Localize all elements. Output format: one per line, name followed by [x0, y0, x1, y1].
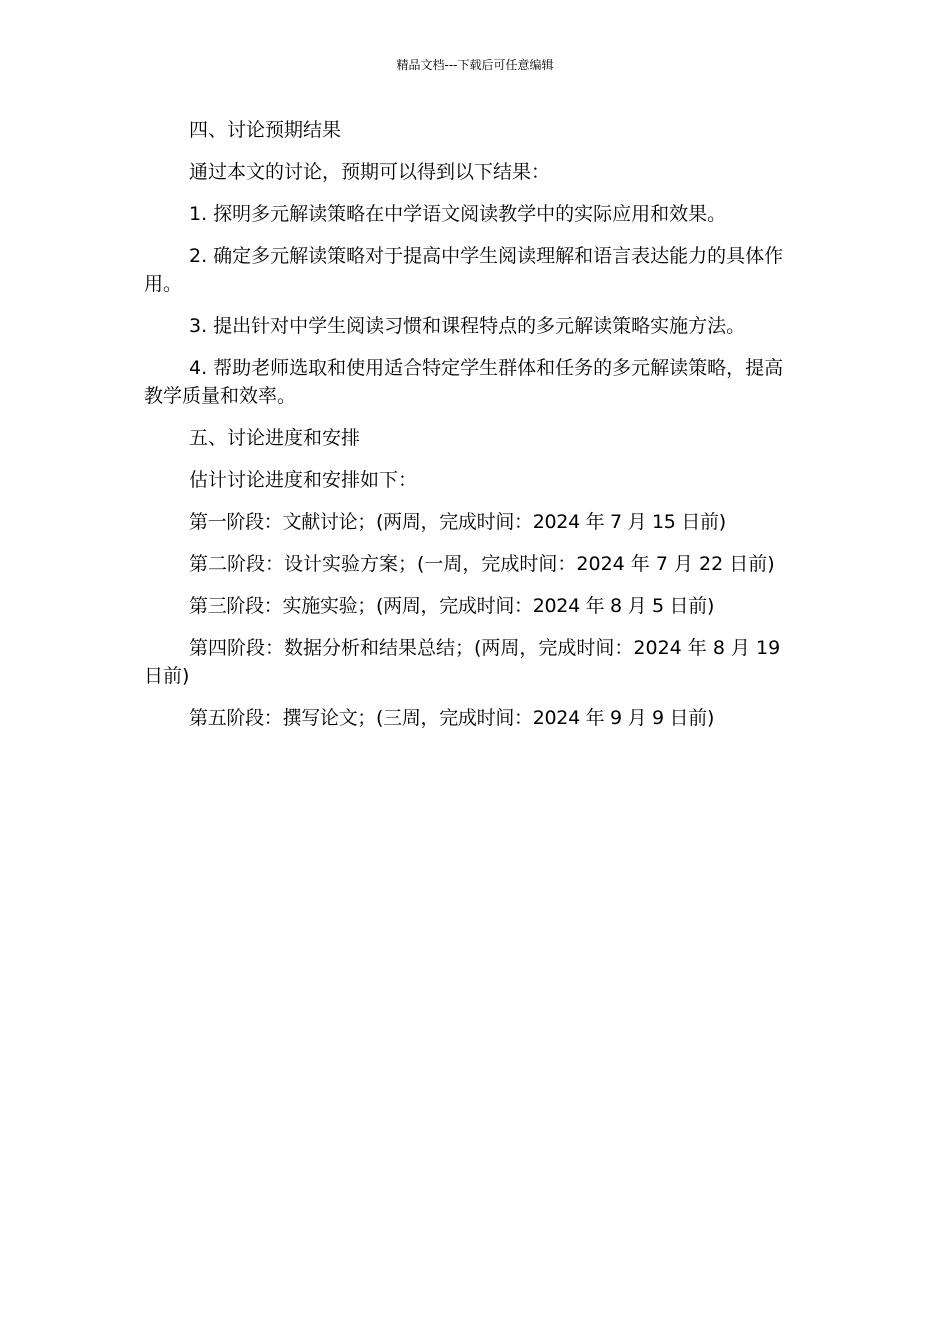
schedule-stage: 第四阶段：数据分析和结果总结；(两周，完成时间：2024 年 8 月 19 日前) [144, 637, 781, 687]
schedule-stage: 第一阶段：文献讨论；(两周，完成时间：2024 年 7 月 15 日前) [189, 511, 726, 533]
section-heading-expected-results: 四、讨论预期结果 [189, 119, 342, 141]
schedule-stage: 第三阶段：实施实验；(两周，完成时间：2024 年 8 月 5 日前) [189, 595, 715, 617]
document-body [144, 116, 800, 746]
schedule-stage: 第二阶段：设计实验方案；(一周，完成时间：2024 年 7 月 22 日前) [189, 553, 775, 575]
page-header: 精品文档---下载后可任意编辑 [396, 58, 554, 72]
schedule-intro: 估计讨论进度和安排如下： [189, 469, 418, 491]
expected-results-intro: 通过本文的讨论，预期可以得到以下结果： [189, 161, 551, 183]
expected-result-item: 1. 探明多元解读策略在中学语文阅读教学中的实际应用和效果。 [189, 203, 727, 225]
expected-result-item: 3. 提出针对中学生阅读习惯和课程特点的多元解读策略实施方法。 [189, 315, 746, 337]
expected-result-item: 4. 帮助老师选取和使用适合特定学生群体和任务的多元解读策略，提高教学质量和效率。 [144, 357, 784, 407]
schedule-stage: 第五阶段：撰写论文；(三周，完成时间：2024 年 9 月 9 日前) [189, 707, 715, 729]
expected-result-item: 2. 确定多元解读策略对于提高中学生阅读理解和语言表达能力的具体作用。 [144, 245, 784, 295]
section-heading-schedule: 五、讨论进度和安排 [189, 427, 361, 449]
